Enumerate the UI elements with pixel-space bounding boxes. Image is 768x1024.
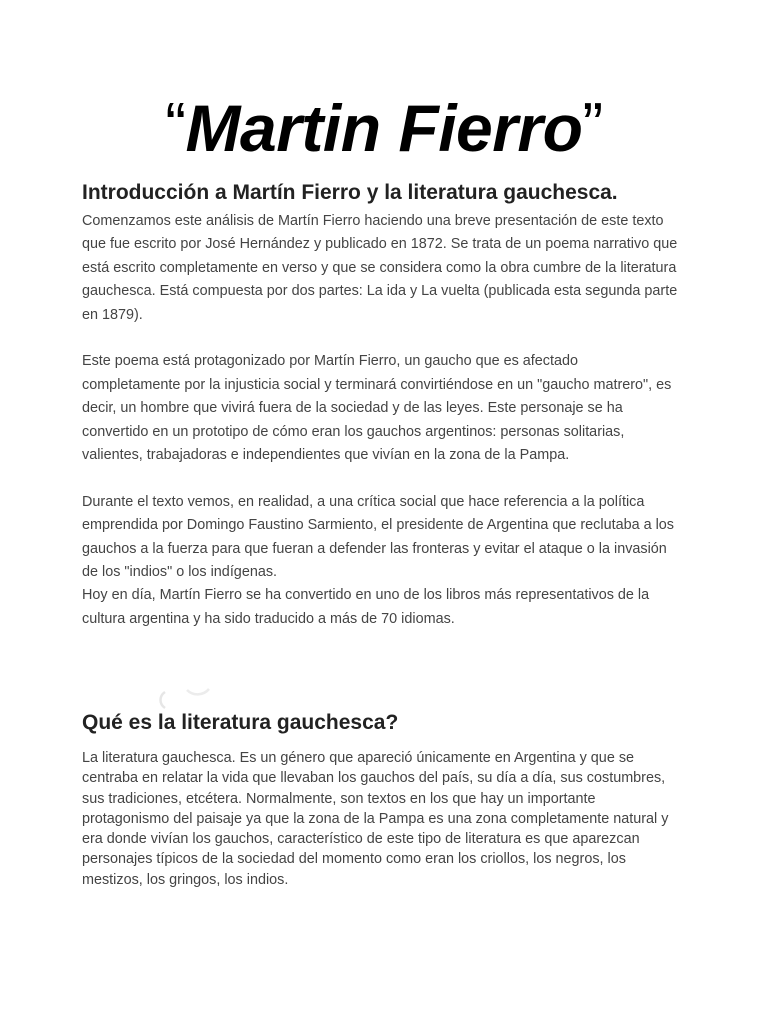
que-heading: Qué es la literatura gauchesca? [82,711,399,734]
intro-paragraph-3: Durante el texto vemos, en realidad, a una crítica social que hace referencia a la política emprendida por Domingo Faustino Sarmiento, el presidente de Argentina que reclutaba a los gauchos a la fuerza para que fueran a defender las fronteras y evitar el ataque o la invasión de los "indios" o los indígenas. [82,493,674,581]
page-title [0,92,768,165]
intro-heading: Introducción a Martín Fierro y la literatura gauchesca. [82,181,618,204]
title-open-quote: “ [165,91,186,160]
intro-paragraph-4: Hoy en día, Martín Fierro se ha convertido en uno de los libros más representativos de la cultura argentina y ha sido traducido a más de 70 idiomas. [82,587,650,627]
intro-paragraph-1: Comenzamos este análisis de Martín Fierro haciendo una breve presentación de este texto que fue escrito por José Hernández y publicado en 1872. Se trata de un poema narrativo que está escrito completamente en verso y que se considera como la obra cumbre de la literatura gauchesca. Está compuesta por dos partes: La ida y La vuelta (publicada esta segunda parte en 1879). [82,213,678,323]
intro-body [82,210,678,631]
intro-paragraph-2: Este poema está protagonizado por Martín Fierro, un gaucho que es afectado completamente por la injusticia social y terminará convirtiéndose en un "gaucho matrero", es decir, un hombre que vivirá fuera de la sociedad y de las leyes. Este personaje se ha convertido en un prototipo de cómo eran los gauchos argentinos: personas solitarias, valientes, trabajadoras e independientes que vivían en la zona de la Pampa. [82,353,672,464]
faint-scan-mark-icon [157,686,213,712]
title-text: Martin Fierro [185,91,583,165]
que-body [82,748,678,890]
que-paragraph: La literatura gauchesca. Es un género que apareció únicamente en Argentina y que se centraba en relatar la vida que llevaban los gauchos del país, su día a día, sus costumbres, sus tradiciones, etcétera. Normalmente, son textos en los que hay un importante protagonismo del paisaje ya que la zona de la Pampa es una zona completamente natural y era donde vivían los gauchos, característico de este tipo de literatura es que aparezcan personajes típicos de la sociedad del momento como eran los criollos, los negros, los mestizos, los gringos, los indios. [82,750,669,888]
title-close-quote: ” [582,91,603,160]
